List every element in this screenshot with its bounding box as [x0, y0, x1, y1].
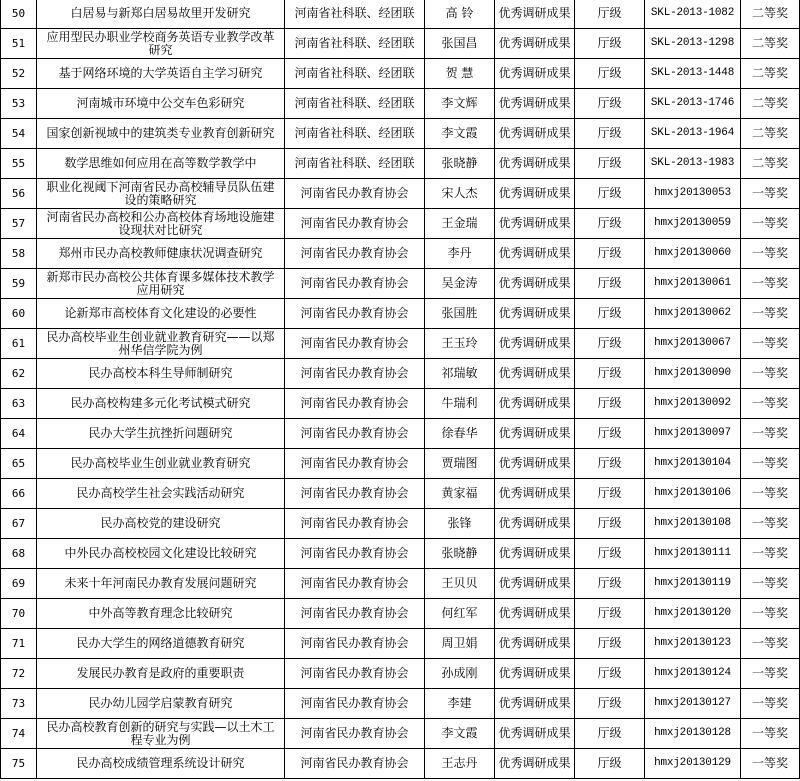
row-number: 61	[1, 329, 37, 359]
author-name: 贺 慧	[425, 59, 495, 89]
achievement-type: 优秀调研成果	[495, 359, 575, 389]
prize-grade: 一等奖	[741, 269, 800, 299]
project-code: hmxj20130111	[645, 539, 741, 569]
table-row	[1, 539, 800, 569]
author-name: 李丹	[425, 239, 495, 269]
award-level: 厅级	[575, 89, 645, 119]
achievement-type: 优秀调研成果	[495, 329, 575, 359]
award-level: 厅级	[575, 359, 645, 389]
award-level: 厅级	[575, 209, 645, 239]
row-number: 73	[1, 689, 37, 719]
project-code: hmxj20130060	[645, 239, 741, 269]
author-name: 王贝贝	[425, 569, 495, 599]
prize-grade: 二等奖	[741, 29, 800, 59]
award-level: 厅级	[575, 419, 645, 449]
project-title: 职业化视阈下河南省民办高校辅导员队伍建设的策略研究	[37, 179, 285, 209]
prize-grade: 一等奖	[741, 449, 800, 479]
project-title: 国家创新视域中的建筑类专业教育创新研究	[37, 119, 285, 149]
project-code: hmxj20130092	[645, 389, 741, 419]
prize-grade: 一等奖	[741, 179, 800, 209]
project-title: 民办大学生的网络道德教育研究	[37, 629, 285, 659]
project-title: 民办大学生抗挫折问题研究	[37, 419, 285, 449]
prize-grade: 一等奖	[741, 539, 800, 569]
organizer: 河南省社科联、经团联	[285, 59, 425, 89]
award-level: 厅级	[575, 299, 645, 329]
prize-grade: 一等奖	[741, 359, 800, 389]
project-code: hmxj20130104	[645, 449, 741, 479]
prize-grade: 一等奖	[741, 329, 800, 359]
row-number: 66	[1, 479, 37, 509]
achievement-type: 优秀调研成果	[495, 179, 575, 209]
achievement-type: 优秀调研成果	[495, 569, 575, 599]
table-row	[1, 479, 800, 509]
table-row	[1, 389, 800, 419]
author-name: 李文霞	[425, 119, 495, 149]
project-code: SKL-2013-1746	[645, 89, 741, 119]
row-number: 55	[1, 149, 37, 179]
row-number: 60	[1, 299, 37, 329]
project-code: SKL-2013-1964	[645, 119, 741, 149]
table-row	[1, 0, 800, 29]
award-level: 厅级	[575, 569, 645, 599]
project-title: 未来十年河南民办教育发展问题研究	[37, 569, 285, 599]
author-name: 张国胜	[425, 299, 495, 329]
author-name: 王玉玲	[425, 329, 495, 359]
table-row	[1, 749, 800, 779]
row-number: 54	[1, 119, 37, 149]
award-level: 厅级	[575, 59, 645, 89]
row-number: 75	[1, 749, 37, 779]
award-level: 厅级	[575, 149, 645, 179]
organizer: 河南省民办教育协会	[285, 269, 425, 299]
project-code: hmxj20130062	[645, 299, 741, 329]
organizer: 河南省民办教育协会	[285, 329, 425, 359]
prize-grade: 二等奖	[741, 119, 800, 149]
table-row	[1, 29, 800, 59]
table-row	[1, 419, 800, 449]
project-title: 应用型民办职业学校商务英语专业教学改革研究	[37, 29, 285, 59]
organizer: 河南省社科联、经团联	[285, 119, 425, 149]
organizer: 河南省社科联、经团联	[285, 29, 425, 59]
project-code: hmxj20130123	[645, 629, 741, 659]
project-title: 民办幼儿园学启蒙教育研究	[37, 689, 285, 719]
award-level: 厅级	[575, 749, 645, 779]
organizer: 河南省民办教育协会	[285, 659, 425, 689]
award-level: 厅级	[575, 389, 645, 419]
row-number: 74	[1, 719, 37, 749]
organizer: 河南省民办教育协会	[285, 569, 425, 599]
table-row	[1, 239, 800, 269]
project-title: 河南城市环境中公交车色彩研究	[37, 89, 285, 119]
table-row	[1, 329, 800, 359]
award-level: 厅级	[575, 29, 645, 59]
project-title: 民办高校构建多元化考试模式研究	[37, 389, 285, 419]
project-title: 发展民办教育是政府的重要职责	[37, 659, 285, 689]
award-level: 厅级	[575, 659, 645, 689]
award-level: 厅级	[575, 119, 645, 149]
author-name: 高 铃	[425, 0, 495, 29]
project-title: 民办高校教育创新的研究与实践—以土木工程专业为例	[37, 719, 285, 749]
achievement-type: 优秀调研成果	[495, 719, 575, 749]
author-name: 张国昌	[425, 29, 495, 59]
achievement-type: 优秀调研成果	[495, 659, 575, 689]
project-title: 民办高校成绩管理系统设计研究	[37, 749, 285, 779]
achievement-type: 优秀调研成果	[495, 29, 575, 59]
organizer: 河南省民办教育协会	[285, 179, 425, 209]
award-level: 厅级	[575, 629, 645, 659]
author-name: 张晓静	[425, 539, 495, 569]
author-name: 吴金涛	[425, 269, 495, 299]
project-code: hmxj20130090	[645, 359, 741, 389]
prize-grade: 一等奖	[741, 479, 800, 509]
organizer: 河南省民办教育协会	[285, 449, 425, 479]
author-name: 何红军	[425, 599, 495, 629]
achievement-type: 优秀调研成果	[495, 539, 575, 569]
table-row	[1, 89, 800, 119]
achievement-type: 优秀调研成果	[495, 119, 575, 149]
award-level: 厅级	[575, 719, 645, 749]
table-row	[1, 449, 800, 479]
award-level: 厅级	[575, 479, 645, 509]
table-row	[1, 689, 800, 719]
project-code: hmxj20130097	[645, 419, 741, 449]
achievement-type: 优秀调研成果	[495, 59, 575, 89]
row-number: 68	[1, 539, 37, 569]
project-code: SKL-2013-1082	[645, 0, 741, 29]
project-code: hmxj20130067	[645, 329, 741, 359]
author-name: 宋人杰	[425, 179, 495, 209]
prize-grade: 一等奖	[741, 659, 800, 689]
table-row	[1, 59, 800, 89]
row-number: 53	[1, 89, 37, 119]
achievement-type: 优秀调研成果	[495, 239, 575, 269]
author-name: 黄家福	[425, 479, 495, 509]
prize-grade: 一等奖	[741, 239, 800, 269]
table-row	[1, 179, 800, 209]
author-name: 张锋	[425, 509, 495, 539]
table-row	[1, 269, 800, 299]
organizer: 河南省民办教育协会	[285, 299, 425, 329]
organizer: 河南省民办教育协会	[285, 239, 425, 269]
achievement-type: 优秀调研成果	[495, 0, 575, 29]
prize-grade: 一等奖	[741, 299, 800, 329]
project-code: hmxj20130124	[645, 659, 741, 689]
table-row	[1, 209, 800, 239]
prize-grade: 二等奖	[741, 0, 800, 29]
project-title: 民办高校毕业生创业就业教育研究——以郑州华信学院为例	[37, 329, 285, 359]
row-number: 67	[1, 509, 37, 539]
award-level: 厅级	[575, 509, 645, 539]
organizer: 河南省社科联、经团联	[285, 89, 425, 119]
achievement-type: 优秀调研成果	[495, 419, 575, 449]
prize-grade: 一等奖	[741, 509, 800, 539]
project-code: hmxj20130120	[645, 599, 741, 629]
achievement-type: 优秀调研成果	[495, 599, 575, 629]
project-title: 民办高校本科生导师制研究	[37, 359, 285, 389]
achievement-type: 优秀调研成果	[495, 89, 575, 119]
project-code: hmxj20130127	[645, 689, 741, 719]
author-name: 祁瑞敏	[425, 359, 495, 389]
author-name: 牛瑞利	[425, 389, 495, 419]
project-code: hmxj20130061	[645, 269, 741, 299]
award-level: 厅级	[575, 329, 645, 359]
table-row	[1, 629, 800, 659]
author-name: 王志丹	[425, 749, 495, 779]
organizer: 河南省民办教育协会	[285, 419, 425, 449]
award-level: 厅级	[575, 269, 645, 299]
organizer: 河南省民办教育协会	[285, 629, 425, 659]
organizer: 河南省民办教育协会	[285, 689, 425, 719]
award-level: 厅级	[575, 539, 645, 569]
project-title: 白居易与新郑白居易故里开发研究	[37, 0, 285, 29]
table-row	[1, 719, 800, 749]
row-number: 69	[1, 569, 37, 599]
row-number: 70	[1, 599, 37, 629]
achievement-type: 优秀调研成果	[495, 479, 575, 509]
prize-grade: 二等奖	[741, 59, 800, 89]
organizer: 河南省民办教育协会	[285, 599, 425, 629]
achievement-type: 优秀调研成果	[495, 689, 575, 719]
project-title: 论新郑市高校体育文化建设的必要性	[37, 299, 285, 329]
award-level: 厅级	[575, 599, 645, 629]
project-code: SKL-2013-1983	[645, 149, 741, 179]
row-number: 56	[1, 179, 37, 209]
achievement-type: 优秀调研成果	[495, 149, 575, 179]
project-code: SKL-2013-1298	[645, 29, 741, 59]
row-number: 59	[1, 269, 37, 299]
row-number: 52	[1, 59, 37, 89]
table-row	[1, 299, 800, 329]
achievement-type: 优秀调研成果	[495, 629, 575, 659]
row-number: 51	[1, 29, 37, 59]
project-code: hmxj20130059	[645, 209, 741, 239]
award-level: 厅级	[575, 0, 645, 29]
row-number: 65	[1, 449, 37, 479]
author-name: 周卫娟	[425, 629, 495, 659]
table-row	[1, 659, 800, 689]
row-number: 57	[1, 209, 37, 239]
project-code: hmxj20130106	[645, 479, 741, 509]
award-level: 厅级	[575, 179, 645, 209]
award-level: 厅级	[575, 449, 645, 479]
achievement-type: 优秀调研成果	[495, 209, 575, 239]
table-row	[1, 119, 800, 149]
row-number: 63	[1, 389, 37, 419]
table-row	[1, 149, 800, 179]
project-code: hmxj20130108	[645, 509, 741, 539]
row-number: 72	[1, 659, 37, 689]
project-title: 民办高校党的建设研究	[37, 509, 285, 539]
table-row	[1, 509, 800, 539]
project-code: hmxj20130119	[645, 569, 741, 599]
award-level: 厅级	[575, 239, 645, 269]
achievement-type: 优秀调研成果	[495, 509, 575, 539]
prize-grade: 一等奖	[741, 719, 800, 749]
author-name: 李文霞	[425, 719, 495, 749]
author-name: 徐春华	[425, 419, 495, 449]
organizer: 河南省民办教育协会	[285, 479, 425, 509]
table-row	[1, 569, 800, 599]
organizer: 河南省社科联、经团联	[285, 149, 425, 179]
prize-grade: 一等奖	[741, 749, 800, 779]
project-code: hmxj20130053	[645, 179, 741, 209]
project-title: 中外民办高校校园文化建设比较研究	[37, 539, 285, 569]
prize-grade: 一等奖	[741, 689, 800, 719]
table-row	[1, 359, 800, 389]
prize-grade: 一等奖	[741, 569, 800, 599]
project-code: SKL-2013-1448	[645, 59, 741, 89]
project-title: 河南省民办高校和公办高校体育场地设施建设现状对比研究	[37, 209, 285, 239]
project-title: 民办高校毕业生创业就业教育研究	[37, 449, 285, 479]
author-name: 王金瑞	[425, 209, 495, 239]
author-name: 张晓静	[425, 149, 495, 179]
prize-grade: 二等奖	[741, 89, 800, 119]
project-title: 郑州市民办高校教师健康状况调查研究	[37, 239, 285, 269]
prize-grade: 二等奖	[741, 149, 800, 179]
organizer: 河南省民办教育协会	[285, 209, 425, 239]
row-number: 62	[1, 359, 37, 389]
row-number: 64	[1, 419, 37, 449]
author-name: 孙成刚	[425, 659, 495, 689]
author-name: 李文辉	[425, 89, 495, 119]
achievement-type: 优秀调研成果	[495, 299, 575, 329]
award-level: 厅级	[575, 689, 645, 719]
project-title: 新郑市民办高校公共体育课多媒体技术教学应用研究	[37, 269, 285, 299]
project-title: 中外高等教育理念比较研究	[37, 599, 285, 629]
prize-grade: 一等奖	[741, 209, 800, 239]
prize-grade: 一等奖	[741, 629, 800, 659]
organizer: 河南省民办教育协会	[285, 719, 425, 749]
row-number: 50	[1, 0, 37, 29]
project-title: 民办高校学生社会实践活动研究	[37, 479, 285, 509]
organizer: 河南省民办教育协会	[285, 749, 425, 779]
project-title: 基于网络环境的大学英语自主学习研究	[37, 59, 285, 89]
achievement-type: 优秀调研成果	[495, 449, 575, 479]
project-code: hmxj20130129	[645, 749, 741, 779]
organizer: 河南省民办教育协会	[285, 389, 425, 419]
organizer: 河南省民办教育协会	[285, 539, 425, 569]
organizer: 河南省民办教育协会	[285, 509, 425, 539]
project-title: 数学思维如何应用在高等数学教学中	[37, 149, 285, 179]
table-body	[1, 0, 800, 779]
row-number: 71	[1, 629, 37, 659]
row-number: 58	[1, 239, 37, 269]
achievement-type: 优秀调研成果	[495, 269, 575, 299]
project-code: hmxj20130128	[645, 719, 741, 749]
author-name: 贾瑞图	[425, 449, 495, 479]
achievement-type: 优秀调研成果	[495, 389, 575, 419]
organizer: 河南省社科联、经团联	[285, 0, 425, 29]
achievement-type: 优秀调研成果	[495, 749, 575, 779]
table-row	[1, 599, 800, 629]
prize-grade: 一等奖	[741, 599, 800, 629]
prize-grade: 一等奖	[741, 389, 800, 419]
author-name: 李建	[425, 689, 495, 719]
prize-grade: 一等奖	[741, 419, 800, 449]
organizer: 河南省民办教育协会	[285, 359, 425, 389]
